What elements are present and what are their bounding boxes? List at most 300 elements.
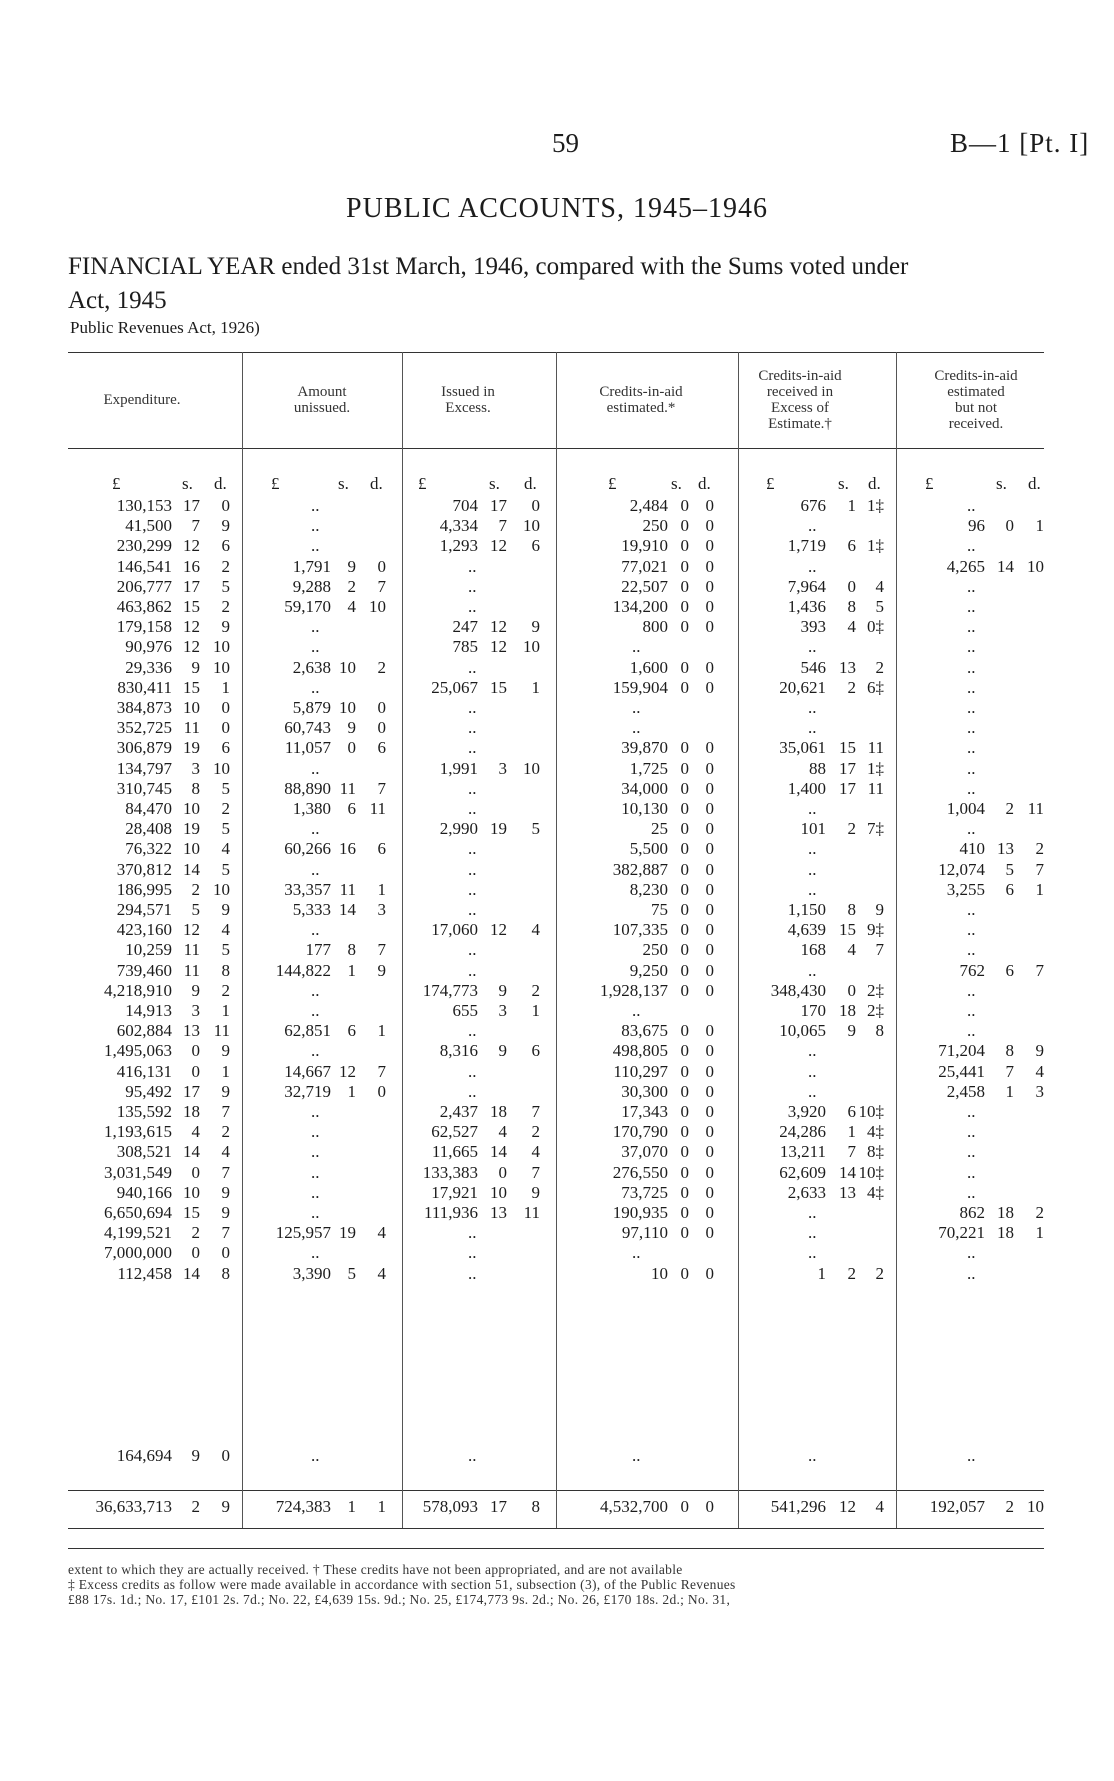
table-row-pence: 11 <box>867 738 884 757</box>
table-row-pounds: 416,131 <box>116 1062 172 1081</box>
unit-pound: £ <box>112 474 121 493</box>
table-row-shillings: 12 <box>183 617 200 636</box>
empty-marker: .. <box>468 1082 477 1101</box>
table-row-pounds: 110,297 <box>613 1062 668 1081</box>
empty-marker: .. <box>967 698 976 717</box>
table-row-shillings: 6 <box>1005 961 1014 980</box>
table-row-pounds: 1,150 <box>787 900 826 919</box>
table-row-pounds: 14,913 <box>125 1001 172 1020</box>
empty-marker: .. <box>311 1102 320 1121</box>
table-row-shillings: 13 <box>997 839 1014 858</box>
table-row-pounds: 135,592 <box>116 1102 172 1121</box>
empty-marker: .. <box>468 799 477 818</box>
document-reference: B—1 [Pt. I] <box>950 128 1090 158</box>
table-row-shillings: 7 <box>191 516 200 535</box>
table-row-pence: 8 <box>221 961 230 980</box>
totals-row-pence: 9 <box>221 1497 230 1516</box>
table-row-pence: 1 <box>1035 880 1044 899</box>
table-row-pence: 0 <box>705 678 714 697</box>
empty-marker: .. <box>468 880 477 899</box>
table-row-pounds: 12,074 <box>938 860 985 879</box>
table-row-pounds: 370,812 <box>116 860 172 879</box>
table-row-shillings: 0 <box>680 1082 689 1101</box>
table-row-pounds: 230,299 <box>116 536 172 555</box>
table-row-shillings: 14 <box>183 860 200 879</box>
empty-marker: .. <box>808 799 817 818</box>
table-row-pounds: 24,286 <box>779 1122 826 1141</box>
totals-row-pence: 4 <box>875 1497 884 1516</box>
table-row-shillings: 0 <box>680 1041 689 1060</box>
table-row-shillings: 8 <box>191 779 200 798</box>
table-row-pence: 6 <box>221 536 230 555</box>
table-row-pounds: 247 <box>452 617 478 636</box>
table-row-pence: 0 <box>705 1203 714 1222</box>
table-row-shillings: 7 <box>498 516 507 535</box>
table-row-shillings: 12 <box>183 536 200 555</box>
table-row-shillings: 2 <box>847 819 856 838</box>
table-row-shillings: 14 <box>997 557 1014 576</box>
table-row-pounds: 3,255 <box>946 880 985 899</box>
unit-pound: £ <box>766 474 775 493</box>
empty-marker: .. <box>967 1021 976 1040</box>
table-row-pence: 7 <box>1035 961 1044 980</box>
table-row-pence: 0 <box>705 1142 714 1161</box>
table-row-shillings: 17 <box>183 577 200 596</box>
empty-marker: .. <box>311 637 320 656</box>
table-row-pence: 0 <box>377 718 386 737</box>
table-row-shillings: 9 <box>191 1446 200 1465</box>
table-row-shillings: 10 <box>183 839 200 858</box>
empty-marker: .. <box>967 819 976 838</box>
table-row-pounds: 1,791 <box>292 557 331 576</box>
table-row-pence: 0 <box>705 1183 714 1202</box>
totals-row-pounds: 36,633,713 <box>95 1497 172 1516</box>
empty-marker: .. <box>311 1122 320 1141</box>
empty-marker: .. <box>468 1062 477 1081</box>
table-row-pounds: 2,638 <box>292 658 331 677</box>
table-row-pence: 8 <box>221 1264 230 1283</box>
table-row-pounds: 384,873 <box>116 698 172 717</box>
table-row-pounds: 62,609 <box>779 1163 826 1182</box>
table-row-pounds: 739,460 <box>116 961 172 980</box>
empty-marker: .. <box>311 1183 320 1202</box>
table-row-shillings: 18 <box>490 1102 507 1121</box>
empty-marker: .. <box>808 860 817 879</box>
totals-row-pence: 10 <box>1027 1497 1044 1516</box>
table-row-pence: 0 <box>221 718 230 737</box>
table-row-shillings: 14 <box>490 1142 507 1161</box>
table-row-shillings: 0 <box>847 577 856 596</box>
unit-pence: d. <box>370 474 383 493</box>
empty-marker: .. <box>967 1102 976 1121</box>
table-row-pounds: 423,160 <box>116 920 172 939</box>
table-row-shillings: 2 <box>191 880 200 899</box>
empty-marker: .. <box>311 1203 320 1222</box>
table-row-pence: 0 <box>705 1021 714 1040</box>
table-row-pounds: 3,920 <box>787 1102 826 1121</box>
table-row-pence: 6 <box>221 738 230 757</box>
table-row-pence: 5 <box>221 779 230 798</box>
column-header: Credits-in-aid received in Excess of Estimate.† <box>758 368 842 432</box>
table-row-shillings: 19 <box>183 738 200 757</box>
table-row-pounds: 348,430 <box>770 981 826 1000</box>
table-row-shillings: 6 <box>347 1021 356 1040</box>
table-row-shillings: 12 <box>490 617 507 636</box>
table-row-shillings: 0 <box>680 880 689 899</box>
unit-shilling: s. <box>338 474 349 493</box>
table-row-pence: 10 <box>523 637 540 656</box>
table-row-shillings: 0 <box>680 940 689 959</box>
empty-marker: .. <box>311 496 320 515</box>
empty-marker: .. <box>311 1001 320 1020</box>
table-row-shillings: 9 <box>347 718 356 737</box>
table-row-pence: 9 <box>377 961 386 980</box>
table-row-pounds: 41,500 <box>125 516 172 535</box>
table-row-pence: 10 <box>523 759 540 778</box>
table-row-pence: 0 <box>705 577 714 596</box>
table-row-pounds: 95,492 <box>125 1082 172 1101</box>
table-row-pence: 9 <box>531 1183 540 1202</box>
table-row-pounds: 101 <box>800 819 826 838</box>
table-row-shillings: 14 <box>839 1163 856 1182</box>
table-row-shillings: 3 <box>498 759 507 778</box>
table-row-pence: 4 <box>531 1142 540 1161</box>
table-row-shillings: 0 <box>680 1183 689 1202</box>
table-row-shillings: 12 <box>490 920 507 939</box>
table-row-pence: 5 <box>221 819 230 838</box>
table-row-pence: 0 <box>705 1041 714 1060</box>
empty-marker: .. <box>468 1264 477 1283</box>
table-row-pence: 0 <box>705 900 714 919</box>
totals-row-pence: 8 <box>531 1497 540 1516</box>
table-row-pounds: 310,745 <box>116 779 172 798</box>
unit-pound: £ <box>418 474 427 493</box>
table-row-pence: 6 <box>377 738 386 757</box>
table-row-pounds: 10,259 <box>125 940 172 959</box>
table-row-shillings: 0 <box>680 496 689 515</box>
table-row-pounds: 164,694 <box>116 1446 172 1465</box>
table-row-pounds: 1,436 <box>787 597 826 616</box>
rule-bottom <box>68 1548 1044 1549</box>
table-row-pounds: 73,725 <box>621 1183 668 1202</box>
table-row-shillings: 0 <box>680 597 689 616</box>
empty-marker: .. <box>967 536 976 555</box>
table-row-pence: 2 <box>531 981 540 1000</box>
empty-marker: .. <box>967 718 976 737</box>
table-row-shillings: 9 <box>847 1021 856 1040</box>
table-row-pounds: 2,437 <box>439 1102 478 1121</box>
table-row-pence: 1‡ <box>867 496 884 515</box>
table-row-pounds: 1,400 <box>787 779 826 798</box>
table-row-pounds: 59,170 <box>284 597 331 616</box>
table-row-pounds: 190,935 <box>612 1203 668 1222</box>
table-row-shillings: 4 <box>347 597 356 616</box>
table-row-pence: 6‡ <box>867 678 884 697</box>
table-row-shillings: 0 <box>680 1122 689 1141</box>
table-row-pounds: 1,991 <box>439 759 478 778</box>
table-row-pounds: 179,158 <box>116 617 172 636</box>
table-row-shillings: 0 <box>191 1062 200 1081</box>
table-row-pounds: 704 <box>452 496 478 515</box>
table-row-pence: 0 <box>705 617 714 636</box>
table-row-pounds: 1,380 <box>292 799 331 818</box>
totals-row-pence: 0 <box>705 1497 714 1516</box>
empty-marker: .. <box>967 900 976 919</box>
table-row-pence: 0 <box>705 1082 714 1101</box>
table-row-shillings: 0 <box>680 1203 689 1222</box>
unit-pound: £ <box>608 474 617 493</box>
empty-marker: .. <box>808 1203 817 1222</box>
table-row-shillings: 10 <box>183 799 200 818</box>
table-row-pounds: 4,265 <box>946 557 985 576</box>
table-row-pence: 1 <box>1035 1223 1044 1242</box>
table-row-pence: 9 <box>875 900 884 919</box>
empty-marker: .. <box>468 597 477 616</box>
table-row-pounds: 1,495,063 <box>104 1041 172 1060</box>
table-row-shillings: 0 <box>680 779 689 798</box>
table-row-pence: 3 <box>377 900 386 919</box>
table-row-shillings: 15 <box>839 738 856 757</box>
table-row-pence: 2 <box>875 658 884 677</box>
table-row-shillings: 8 <box>1005 1041 1014 1060</box>
totals-row-pence: 1 <box>377 1497 386 1516</box>
table-row-pounds: 146,541 <box>116 557 172 576</box>
table-row-pounds: 76,322 <box>125 839 172 858</box>
empty-marker: .. <box>967 1183 976 1202</box>
table-row-pounds: 88 <box>809 759 826 778</box>
unit-pence: d. <box>214 474 227 493</box>
empty-marker: .. <box>468 557 477 576</box>
table-row-shillings: 0 <box>680 819 689 838</box>
table-row-pounds: 70,221 <box>938 1223 985 1242</box>
table-row-pence: 0 <box>705 496 714 515</box>
table-row-pounds: 77,021 <box>621 557 668 576</box>
table-row-pounds: 4,639 <box>787 920 826 939</box>
table-row-pence: 10‡ <box>858 1163 884 1182</box>
table-row-shillings: 0 <box>680 799 689 818</box>
unit-shilling: s. <box>671 474 682 493</box>
table-row-shillings: 0 <box>680 981 689 1000</box>
table-row-shillings: 3 <box>498 1001 507 1020</box>
table-row-shillings: 0 <box>191 1163 200 1182</box>
table-row-pence: 0 <box>705 839 714 858</box>
empty-marker: .. <box>967 759 976 778</box>
table-row-shillings: 0 <box>680 839 689 858</box>
table-row-pounds: 1,725 <box>629 759 668 778</box>
totals-row-shillings: 17 <box>490 1497 507 1516</box>
table-row-shillings: 0 <box>680 536 689 555</box>
unit-pence: d. <box>698 474 711 493</box>
table-row-pence: 4 <box>377 1264 386 1283</box>
table-row-shillings: 6 <box>847 536 856 555</box>
empty-marker: .. <box>808 1082 817 1101</box>
table-row-pounds: 159,904 <box>612 678 668 697</box>
table-row-pence: 0 <box>705 516 714 535</box>
table-row-pence: 2‡ <box>867 1001 884 1020</box>
table-row-pounds: 1 <box>817 1264 826 1283</box>
empty-marker: .. <box>967 678 976 697</box>
table-row-shillings: 10 <box>183 1183 200 1202</box>
empty-marker: .. <box>311 1446 320 1465</box>
empty-marker: .. <box>808 1062 817 1081</box>
table-row-pounds: 2,484 <box>629 496 668 515</box>
empty-marker: .. <box>468 839 477 858</box>
table-row-pence: 2 <box>221 1122 230 1141</box>
table-row-pence: 0 <box>705 961 714 980</box>
empty-marker: .. <box>311 678 320 697</box>
empty-marker: .. <box>808 1446 817 1465</box>
table-row-pounds: 410 <box>959 839 985 858</box>
empty-marker: .. <box>967 1122 976 1141</box>
table-row-pounds: 5,500 <box>629 839 668 858</box>
empty-marker: .. <box>632 1243 641 1262</box>
unit-shilling: s. <box>489 474 500 493</box>
table-row-pounds: 762 <box>959 961 985 980</box>
table-row-pounds: 294,571 <box>116 900 172 919</box>
table-row-pence: 2‡ <box>867 981 884 1000</box>
table-row-pence: 10 <box>213 637 230 656</box>
unit-pence: d. <box>1028 474 1041 493</box>
table-row-pounds: 60,266 <box>284 839 331 858</box>
empty-marker: .. <box>468 940 477 959</box>
table-row-shillings: 10 <box>339 658 356 677</box>
empty-marker: .. <box>311 1041 320 1060</box>
table-row-shillings: 13 <box>839 658 856 677</box>
table-row-pence: 0 <box>705 981 714 1000</box>
table-row-pence: 7 <box>875 940 884 959</box>
column-divider <box>556 352 557 1528</box>
table-row-pence: 0 <box>705 920 714 939</box>
table-row-pence: 10 <box>213 759 230 778</box>
table-row-pence: 5 <box>221 940 230 959</box>
empty-marker: .. <box>967 637 976 656</box>
table-row-pounds: 10,130 <box>621 799 668 818</box>
table-row-pence: 4 <box>221 1142 230 1161</box>
table-row-pounds: 177 <box>305 940 331 959</box>
table-row-pence: 2 <box>221 981 230 1000</box>
totals-row-shillings: 12 <box>839 1497 856 1516</box>
table-row-pence: 0 <box>221 1446 230 1465</box>
unit-pence: d. <box>524 474 537 493</box>
table-row-shillings: 0 <box>680 1021 689 1040</box>
table-row-pence: 7 <box>377 577 386 596</box>
table-row-shillings: 1 <box>1005 1082 1014 1101</box>
table-row-pounds: 498,805 <box>612 1041 668 1060</box>
table-row-pence: 9 <box>531 617 540 636</box>
table-row-pence: 1 <box>221 678 230 697</box>
totals-row-pounds: 192,057 <box>929 1497 985 1516</box>
table-row-pence: 11 <box>523 1203 540 1222</box>
empty-marker: .. <box>311 516 320 535</box>
column-header: Amount unissued. <box>293 384 351 416</box>
table-row-shillings: 12 <box>183 637 200 656</box>
empty-marker: .. <box>808 839 817 858</box>
column-header: Expenditure. <box>103 392 181 408</box>
table-row-pence: 8 <box>875 1021 884 1040</box>
empty-marker: .. <box>311 819 320 838</box>
table-row-pounds: 352,725 <box>116 718 172 737</box>
table-row-shillings: 17 <box>839 779 856 798</box>
table-row-pence: 0 <box>705 1163 714 1182</box>
table-row-pounds: 14,667 <box>284 1062 331 1081</box>
table-row-pounds: 206,777 <box>116 577 172 596</box>
table-row-pence: 9 <box>221 516 230 535</box>
table-row-shillings: 0 <box>191 1243 200 1262</box>
table-row-pence: 9 <box>221 900 230 919</box>
table-row-pounds: 17,343 <box>621 1102 668 1121</box>
table-row-pence: 0 <box>705 799 714 818</box>
table-row-pounds: 111,936 <box>424 1203 478 1222</box>
table-row-pence: 7‡ <box>867 819 884 838</box>
empty-marker: .. <box>808 880 817 899</box>
column-header: Credits-in-aid estimated but not received. <box>934 368 1018 432</box>
table-row-pounds: 29,336 <box>125 658 172 677</box>
empty-marker: .. <box>468 1243 477 1262</box>
table-row-pounds: 7,000,000 <box>104 1243 172 1262</box>
unit-shilling: s. <box>838 474 849 493</box>
totals-row-pounds: 4,532,700 <box>600 1497 668 1516</box>
totals-row-shillings: 0 <box>680 1497 689 1516</box>
table-row-shillings: 5 <box>191 900 200 919</box>
empty-marker: .. <box>311 759 320 778</box>
table-row-pounds: 8,230 <box>629 880 668 899</box>
empty-marker: .. <box>967 779 976 798</box>
table-row-pounds: 35,061 <box>779 738 826 757</box>
table-row-pounds: 17,921 <box>431 1183 478 1202</box>
table-row-pounds: 25,067 <box>431 678 478 697</box>
table-row-pence: 0 <box>377 698 386 717</box>
empty-marker: .. <box>311 860 320 879</box>
empty-marker: .. <box>468 1021 477 1040</box>
table-row-pounds: 9,288 <box>292 577 331 596</box>
table-row-pounds: 75 <box>651 900 668 919</box>
table-row-shillings: 2 <box>847 678 856 697</box>
table-row-shillings: 8 <box>847 900 856 919</box>
table-row-shillings: 15 <box>183 678 200 697</box>
table-row-pounds: 17,060 <box>431 920 478 939</box>
table-row-pence: 7 <box>221 1102 230 1121</box>
empty-marker: .. <box>468 577 477 596</box>
table-row-pounds: 1,928,137 <box>600 981 668 1000</box>
table-row-pounds: 5,879 <box>292 698 331 717</box>
table-row-pounds: 2,990 <box>439 819 478 838</box>
table-row-shillings: 3 <box>191 759 200 778</box>
table-row-pounds: 250 <box>642 516 668 535</box>
table-row-shillings: 0 <box>680 1062 689 1081</box>
table-row-shillings: 6 <box>347 799 356 818</box>
table-row-shillings: 11 <box>183 940 200 959</box>
empty-marker: .. <box>967 1446 976 1465</box>
table-row-pounds: 276,550 <box>612 1163 668 1182</box>
table-row-shillings: 14 <box>339 900 356 919</box>
table-row-shillings: 9 <box>191 658 200 677</box>
table-row-shillings: 6 <box>847 1102 856 1121</box>
empty-marker: .. <box>468 1446 477 1465</box>
table-row-shillings: 0 <box>680 678 689 697</box>
table-row-shillings: 17 <box>839 759 856 778</box>
table-row-pence: 0 <box>705 1122 714 1141</box>
table-row-pence: 10 <box>523 516 540 535</box>
table-row-shillings: 17 <box>183 1082 200 1101</box>
table-row-pounds: 19,910 <box>621 536 668 555</box>
table-row-shillings: 12 <box>183 920 200 939</box>
table-row-shillings: 4 <box>191 1122 200 1141</box>
table-row-pence: 7 <box>531 1102 540 1121</box>
empty-marker: .. <box>468 779 477 798</box>
table-row-pence: 1 <box>377 880 386 899</box>
table-row-shillings: 13 <box>839 1183 856 1202</box>
table-row-pence: 2 <box>221 597 230 616</box>
